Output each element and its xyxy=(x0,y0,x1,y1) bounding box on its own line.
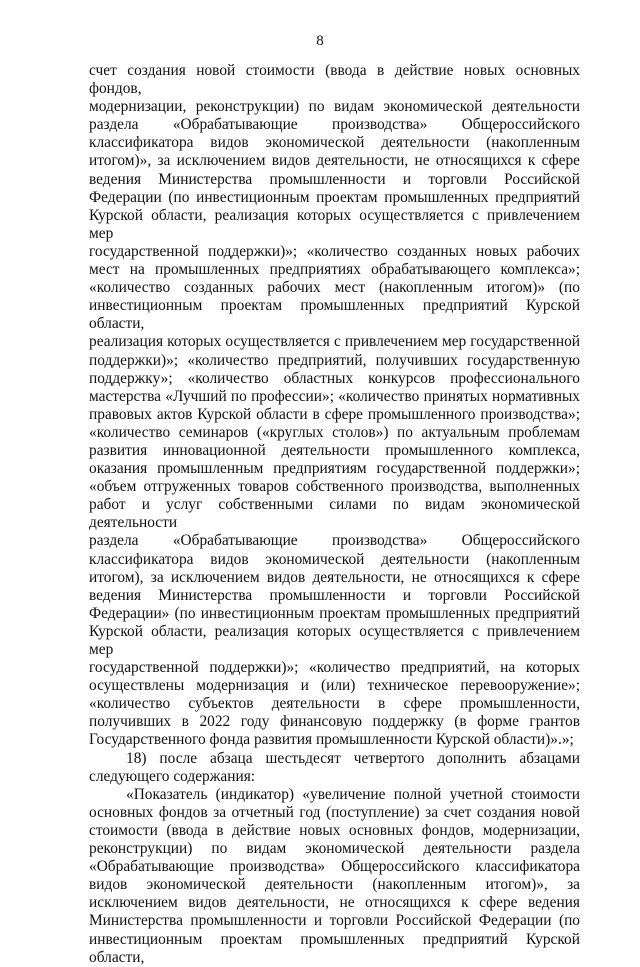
text-line: Государственного фонда развития промышленности Курской области)».»; xyxy=(89,731,574,749)
text-line: правовых актов Курской области в сфере промышленного производства»; xyxy=(89,405,580,423)
text-line: инвестиционным проектам промышленных предприятий Курской области, xyxy=(89,297,580,333)
text-line: видов экономической деятельности (накопленным итогом)», за xyxy=(89,876,580,894)
text-line: «Обрабатывающие производства» Общероссийского классификатора xyxy=(89,858,580,876)
text-line: Курской области, реализация которых осуществляется с привлечением мер xyxy=(89,206,580,242)
text-line: поддержки)»; «количество предприятий, получивших государственную xyxy=(89,351,580,369)
text-line: «количество созданных рабочих мест (накопленным итогом)» (по xyxy=(89,279,580,297)
text-line: Курской области, реализация которых осуществляется с привлечением мер xyxy=(89,622,580,658)
text-line: «количество семинаров («круглых столов») по актуальным проблемам xyxy=(89,423,580,441)
text-line: ведения Министерства промышленности и торговли Российской xyxy=(89,586,580,604)
text-line: оказания промышленным предприятиям государственной поддержки»; xyxy=(89,460,580,478)
text-line: мастерства «Лучший по профессии»; «количество принятых нормативных xyxy=(89,387,580,405)
text-line: получивших в 2022 году финансовую поддержку (в форме грантов xyxy=(89,713,580,731)
text-line: исключением видов деятельности, не относящихся к сфере ведения xyxy=(89,894,580,912)
text-line: модернизации, реконструкции) по видам экономической деятельности xyxy=(89,98,580,116)
text-line: инвестиционным проектам промышленных предприятий Курской области, xyxy=(89,930,580,966)
text-line: реконструкции) по видам экономической деятельности раздела xyxy=(89,840,580,858)
text-line: государственной поддержки)»; «количество предприятий, на которых xyxy=(89,659,580,677)
text-line: «объем отгруженных товаров собственного производства, выполненных xyxy=(89,478,580,496)
text-line: ведения Министерства промышленности и торговли Российской xyxy=(89,170,580,188)
text-line: Федерации» (по инвестиционным проектам промышленных предприятий xyxy=(89,604,580,622)
text-line: итогом), за исключением видов деятельности, не относящихся к сфере xyxy=(89,568,580,586)
text-line: развития инновационной деятельности промышленного комплекса, xyxy=(89,441,580,459)
text-line: счет создания новой стоимости (ввода в действие новых основных фондов, xyxy=(89,62,580,98)
text-line: классификатора видов экономической деятельности (накопленным xyxy=(89,134,580,152)
text-line: 18) после абзаца шестьдесят четвертого дополнить абзацами xyxy=(126,749,580,767)
text-line: основных фондов за отчетный год (поступление) за счет создания новой xyxy=(89,803,580,821)
text-line: итогом)», за исключением видов деятельности, не относящихся к сфере xyxy=(89,152,580,170)
text-line: работ и услуг собственными силами по видам экономической деятельности xyxy=(89,496,580,532)
text-line: раздела «Обрабатывающие производства» Общероссийского xyxy=(89,532,580,550)
text-line: «Показатель (индикатор) «увеличение полной учетной стоимости xyxy=(126,785,580,803)
text-line: осуществлены модернизация и (или) техническое перевооружение»; xyxy=(89,677,580,695)
text-line: стоимости (ввода в действие новых основных фондов, модернизации, xyxy=(89,821,580,839)
page-number: 8 xyxy=(316,33,324,49)
text-line: поддержку»; «количество областных конкурсов профессионального xyxy=(89,369,580,387)
body-text xyxy=(89,62,580,967)
text-line: мест на промышленных предприятиях обрабатывающего комплекса»; xyxy=(89,261,580,279)
text-line: государственной поддержки)»; «количество созданных новых рабочих xyxy=(89,242,580,260)
text-line: Федерации (по инвестиционным проектам промышленных предприятий xyxy=(89,188,580,206)
text-line: реализация которых осуществляется с привлечением мер государственной xyxy=(89,333,580,351)
text-line: «количество субъектов деятельности в сфере промышленности, xyxy=(89,695,580,713)
text-line: классификатора видов экономической деятельности (накопленным xyxy=(89,550,580,568)
text-line: следующего содержания: xyxy=(89,767,256,785)
text-line: Министерства промышленности и торговли Российской Федерации (по xyxy=(89,912,580,930)
text-line: раздела «Обрабатывающие производства» Общероссийского xyxy=(89,116,580,134)
